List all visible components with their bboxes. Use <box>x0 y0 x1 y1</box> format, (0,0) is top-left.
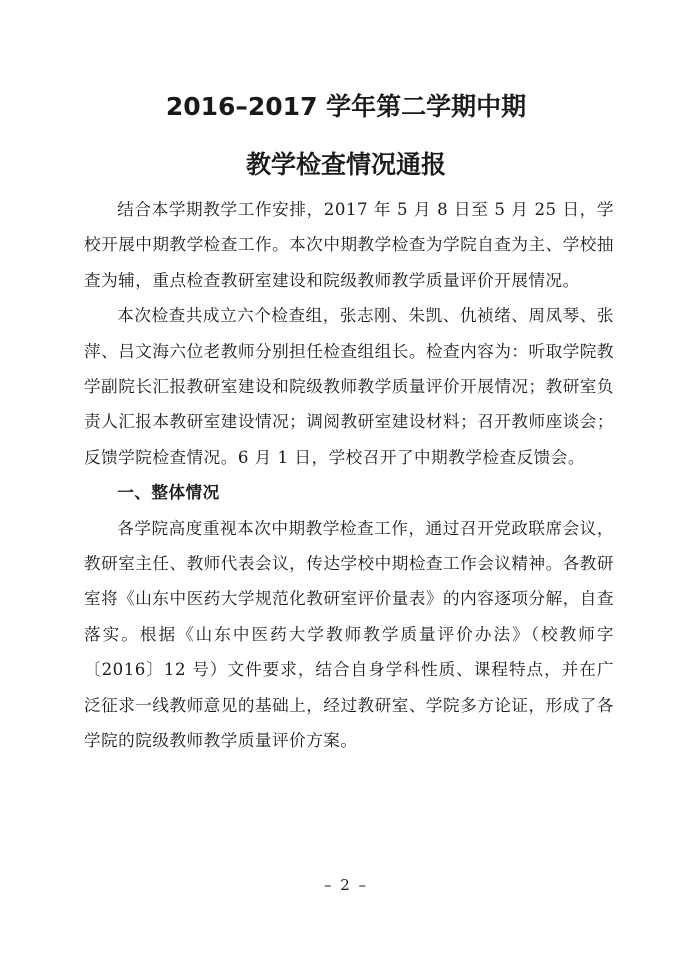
intro-paragraph: 结合本学期教学工作安排，2017 年 5 月 8 日至 5 月 25 日，学校开展中期教学检查工作。本次中期教学检查为学院自查为主、学校抽查为辅，重点检查教研室建设和院级教师教学质量评价开展情况。 <box>84 200 614 290</box>
section-paragraph: 各学院高度重视本次中期教学检查工作，通过召开党政联席会议，教研室主任、教师代表会议，传达学校中期检查工作会议精神。各教研室将《山东中医药大学规范化教研室评价量表》的内容逐项分解，自查落实。根据《山东中医药大学教师教学质量评价办法》（校教师字〔2016〕12 号）文件要求，结合自身学科性质、课程特点，并在广泛征求一线教师意见的基础上，经过教研室、学院多方论证，形成了各学院的院级教师教学质量评价方案。 <box>84 518 614 751</box>
document-title-line-2: 教学检查情况通报 <box>245 150 446 179</box>
inspection-paragraph: 本次检查共成立六个检查组，张志刚、朱凯、仇祯绪、周凤琴、张萍、吕文海六位老教师分别担任检查组组长。检查内容为：听取学院教学副院长汇报教研室建设和院级教师教学质量评价开展情况；教研室负责人汇报本教研室建设情况；调阅教研室建设材料；召开教师座谈会；反馈学院检查情况。6 月 1 日，学校召开了中期教学检查反馈会。 <box>84 306 614 467</box>
page-number: – 2 – <box>323 876 369 894</box>
document-title-line-1: 2016–2017 学年第二学期中期 <box>165 92 527 121</box>
document-body <box>84 192 614 759</box>
section-heading: 一、整体情况 <box>117 483 220 503</box>
